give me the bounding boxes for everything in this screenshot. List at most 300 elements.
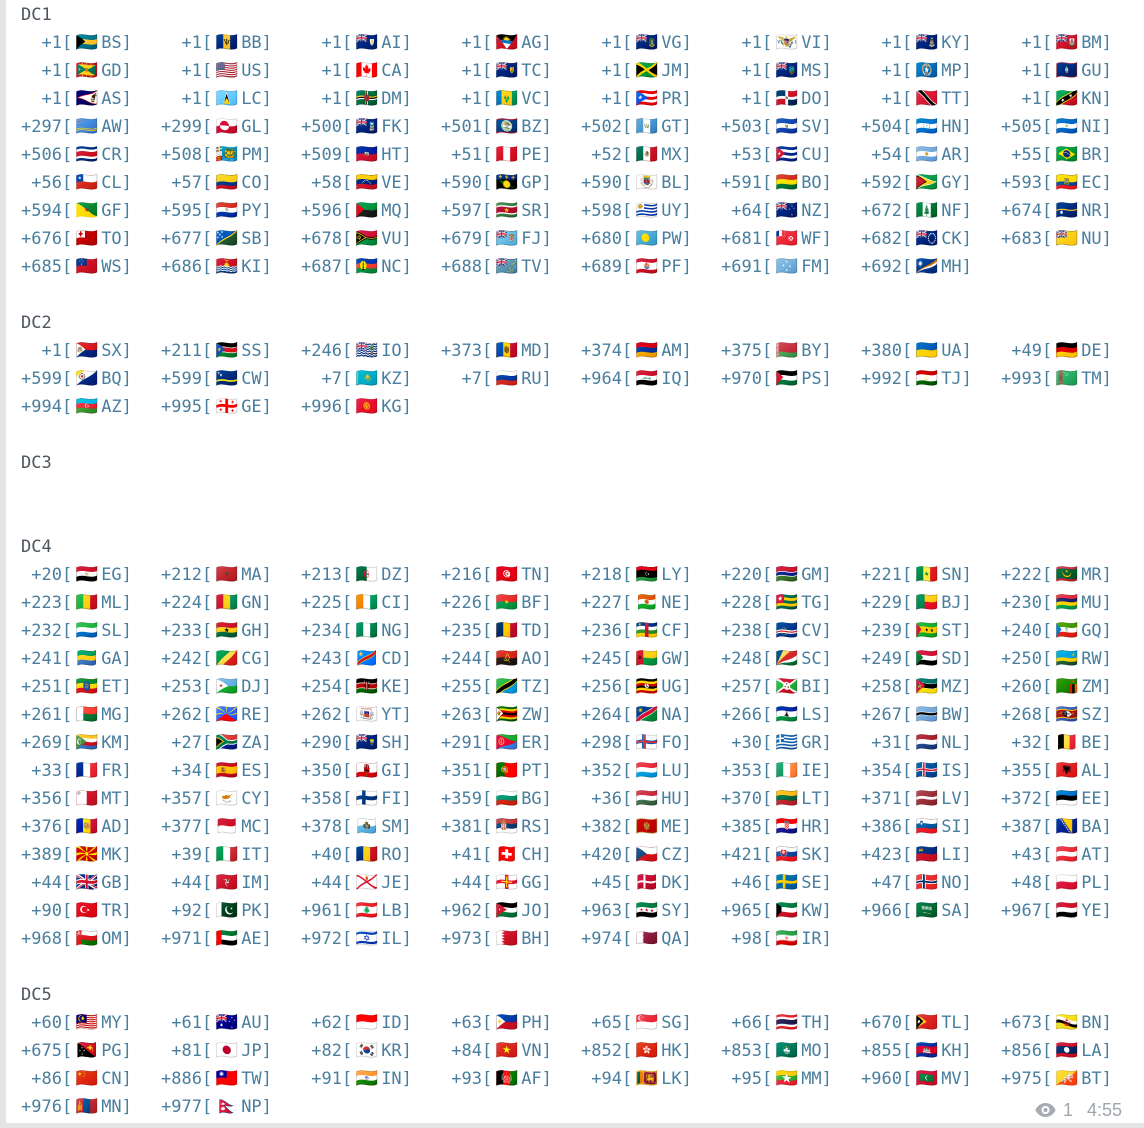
- open-bracket: [: [201, 789, 213, 809]
- country-entry: [721, 253, 861, 281]
- flag-icon: 🇧🇷: [1055, 144, 1078, 165]
- close-bracket: ]: [121, 397, 132, 417]
- country-code: CW: [241, 369, 262, 389]
- dial-code: +44: [311, 873, 342, 893]
- country-entry: [581, 925, 721, 953]
- close-bracket: ]: [681, 173, 692, 193]
- dial-code: +688: [441, 257, 482, 277]
- open-bracket: [: [901, 229, 913, 249]
- section-title-dc4: DC4: [21, 537, 52, 557]
- open-bracket: [: [621, 733, 633, 753]
- country-code: DO: [801, 89, 822, 109]
- country-entry: [301, 1037, 441, 1065]
- dial-code: +685: [21, 257, 62, 277]
- open-bracket: [: [61, 677, 73, 697]
- country-entry: [581, 141, 721, 169]
- dial-code: +370: [721, 789, 762, 809]
- country-entry: [1001, 869, 1141, 897]
- country-code: AO: [521, 649, 542, 669]
- country-code: PY: [241, 201, 262, 221]
- country-code: PL: [1081, 873, 1102, 893]
- flag-icon: 🇬🇪: [215, 396, 238, 417]
- close-bracket: ]: [261, 117, 272, 137]
- country-entry: [721, 813, 861, 841]
- open-bracket: [: [761, 677, 773, 697]
- country-entry: [861, 561, 1001, 589]
- country-code: ZA: [241, 733, 262, 753]
- open-bracket: [: [341, 1013, 353, 1033]
- country-entry: [441, 169, 581, 197]
- flag-icon: 🇧🇧: [215, 32, 238, 53]
- country-code: DM: [381, 89, 402, 109]
- flag-icon: 🇵🇼: [635, 228, 658, 249]
- dial-code: +355: [1001, 761, 1042, 781]
- dial-code: +672: [861, 201, 902, 221]
- dial-code: +39: [171, 845, 202, 865]
- country-code: IM: [241, 873, 262, 893]
- country-code: RE: [241, 705, 262, 725]
- country-code: KZ: [381, 369, 402, 389]
- dial-code: +242: [161, 649, 202, 669]
- flag-icon: 🇸🇽: [75, 340, 98, 361]
- country-entry: [861, 813, 1001, 841]
- flag-icon: 🇰🇿: [355, 368, 378, 389]
- flag-icon: 🇰🇬: [355, 396, 378, 417]
- close-bracket: ]: [821, 229, 832, 249]
- open-bracket: [: [341, 173, 353, 193]
- close-bracket: ]: [261, 593, 272, 613]
- country-code: HR: [801, 817, 822, 837]
- country-entry: [721, 57, 861, 85]
- country-code: YE: [1081, 901, 1102, 921]
- close-bracket: ]: [121, 201, 132, 221]
- close-bracket: ]: [121, 173, 132, 193]
- close-bracket: ]: [401, 1069, 412, 1089]
- flag-icon: 🇫🇴: [635, 732, 658, 753]
- open-bracket: [: [901, 677, 913, 697]
- country-code: CN: [101, 1069, 122, 1089]
- country-code: BE: [1081, 733, 1102, 753]
- close-bracket: ]: [961, 369, 972, 389]
- open-bracket: [: [621, 341, 633, 361]
- country-code: LV: [941, 789, 962, 809]
- country-code: AR: [941, 145, 962, 165]
- country-code: DK: [661, 873, 682, 893]
- close-bracket: ]: [1101, 229, 1112, 249]
- open-bracket: [: [1041, 117, 1053, 137]
- open-bracket: [: [201, 1041, 213, 1061]
- close-bracket: ]: [821, 89, 832, 109]
- close-bracket: ]: [681, 61, 692, 81]
- country-entry: [441, 337, 581, 365]
- flag-icon: 🇻🇬: [635, 32, 658, 53]
- country-entry: [441, 1065, 581, 1093]
- country-entry: [161, 113, 301, 141]
- country-code: KN: [1081, 89, 1102, 109]
- flag-icon: 🇸🇰: [775, 844, 798, 865]
- country-code: PG: [101, 1041, 122, 1061]
- country-entry: [301, 729, 441, 757]
- country-code: GU: [1081, 61, 1102, 81]
- dial-code: +1: [1021, 33, 1042, 53]
- country-entry: [301, 225, 441, 253]
- dial-code: +678: [301, 229, 342, 249]
- open-bracket: [: [61, 201, 73, 221]
- country-entry: [441, 729, 581, 757]
- country-code: LI: [941, 845, 962, 865]
- country-entry: [721, 673, 861, 701]
- flag-icon: 🇯🇵: [215, 1040, 238, 1061]
- country-entry: [581, 813, 721, 841]
- close-bracket: ]: [1101, 201, 1112, 221]
- dial-code: +686: [161, 257, 202, 277]
- dial-code: +66: [731, 1013, 762, 1033]
- country-entry: [861, 1009, 1001, 1037]
- flag-icon: 🇧🇴: [775, 172, 798, 193]
- open-bracket: [: [201, 117, 213, 137]
- dial-code: +7: [461, 369, 482, 389]
- open-bracket: [: [1041, 369, 1053, 389]
- country-code: LU: [661, 761, 682, 781]
- dial-code: +220: [721, 565, 762, 585]
- flag-icon: 🇨🇮: [355, 592, 378, 613]
- dial-code: +45: [591, 873, 622, 893]
- dial-code: +420: [581, 845, 622, 865]
- country-code: IE: [801, 761, 822, 781]
- country-entry: [1001, 1065, 1141, 1093]
- flag-icon: 🇧🇮: [775, 676, 798, 697]
- open-bracket: [: [61, 565, 73, 585]
- country-code: GE: [241, 397, 262, 417]
- dial-code: +40: [311, 845, 342, 865]
- country-entry: [441, 1037, 581, 1065]
- country-code: MM: [801, 1069, 822, 1089]
- flag-icon: 🇵🇫: [635, 256, 658, 277]
- flag-icon: 🇳🇵: [215, 1096, 238, 1117]
- country-code: PE: [521, 145, 542, 165]
- dial-code: +255: [441, 677, 482, 697]
- country-entry: [161, 617, 301, 645]
- open-bracket: [: [901, 201, 913, 221]
- country-code: AM: [661, 341, 682, 361]
- close-bracket: ]: [401, 929, 412, 949]
- country-code: GB: [101, 873, 122, 893]
- dial-code: +27: [171, 733, 202, 753]
- section-title-dc2: DC2: [21, 313, 52, 333]
- dial-code: +996: [301, 397, 342, 417]
- open-bracket: [: [341, 397, 353, 417]
- entry-row: [21, 589, 1144, 617]
- close-bracket: ]: [121, 621, 132, 641]
- open-bracket: [: [621, 817, 633, 837]
- open-bracket: [: [341, 1041, 353, 1061]
- country-code: NU: [1081, 229, 1102, 249]
- open-bracket: [: [61, 1041, 73, 1061]
- open-bracket: [: [901, 173, 913, 193]
- country-entry: [301, 253, 441, 281]
- open-bracket: [: [901, 705, 913, 725]
- close-bracket: ]: [401, 621, 412, 641]
- flag-icon: 🇲🇨: [215, 816, 238, 837]
- open-bracket: [: [201, 145, 213, 165]
- close-bracket: ]: [401, 789, 412, 809]
- dial-code: +64: [731, 201, 762, 221]
- country-entry: [161, 365, 301, 393]
- country-entry: [861, 897, 1001, 925]
- close-bracket: ]: [541, 1069, 552, 1089]
- dial-code: +1: [181, 89, 202, 109]
- country-code: AE: [241, 929, 262, 949]
- close-bracket: ]: [681, 817, 692, 837]
- country-entry: [1001, 757, 1141, 785]
- close-bracket: ]: [1101, 33, 1112, 53]
- close-bracket: ]: [541, 873, 552, 893]
- flag-icon: 🇧🇲: [1055, 32, 1078, 53]
- close-bracket: ]: [961, 649, 972, 669]
- dial-code: +7: [321, 369, 342, 389]
- close-bracket: ]: [541, 817, 552, 837]
- flag-icon: 🇿🇼: [495, 704, 518, 725]
- flag-icon: 🇰🇾: [915, 32, 938, 53]
- dial-code: +856: [1001, 1041, 1042, 1061]
- dial-code: +973: [441, 929, 482, 949]
- flag-icon: 🇻🇳: [495, 1040, 518, 1061]
- close-bracket: ]: [541, 117, 552, 137]
- country-entry: [21, 141, 161, 169]
- open-bracket: [: [1041, 565, 1053, 585]
- close-bracket: ]: [821, 705, 832, 725]
- country-code: KR: [381, 1041, 402, 1061]
- country-code: TR: [101, 901, 122, 921]
- country-code: VU: [381, 229, 402, 249]
- flag-icon: 🇲🇴: [775, 1040, 798, 1061]
- country-entry: [1001, 197, 1141, 225]
- country-entry: [21, 869, 161, 897]
- open-bracket: [: [481, 677, 493, 697]
- country-code: FI: [381, 789, 402, 809]
- dial-code: +682: [861, 229, 902, 249]
- country-entry: [581, 869, 721, 897]
- country-code: BQ: [101, 369, 122, 389]
- dial-code: +992: [861, 369, 902, 389]
- open-bracket: [: [1041, 1013, 1053, 1033]
- flag-icon: 🇮🇸: [915, 760, 938, 781]
- country-entry: [21, 841, 161, 869]
- flag-icon: 🇲🇦: [215, 564, 238, 585]
- close-bracket: ]: [961, 117, 972, 137]
- close-bracket: ]: [121, 873, 132, 893]
- dial-code: +249: [861, 649, 902, 669]
- open-bracket: [: [341, 649, 353, 669]
- country-code: LC: [241, 89, 262, 109]
- country-code: IO: [381, 341, 402, 361]
- message-time: 4:55: [1086, 1100, 1122, 1120]
- open-bracket: [: [201, 229, 213, 249]
- dial-code: +1: [461, 33, 482, 53]
- close-bracket: ]: [961, 229, 972, 249]
- flag-icon: 🇪🇨: [1055, 172, 1078, 193]
- dial-code: +674: [1001, 201, 1042, 221]
- flag-icon: 🇩🇯: [215, 676, 238, 697]
- dial-code: +375: [721, 341, 762, 361]
- dial-code: +421: [721, 845, 762, 865]
- dial-code: +975: [1001, 1069, 1042, 1089]
- country-entry: [861, 141, 1001, 169]
- open-bracket: [: [761, 845, 773, 865]
- dial-code: +1: [321, 33, 342, 53]
- country-code: PR: [661, 89, 682, 109]
- flag-icon: 🇷🇺: [495, 368, 518, 389]
- close-bracket: ]: [1101, 789, 1112, 809]
- country-entry: [301, 925, 441, 953]
- country-entry: [301, 813, 441, 841]
- close-bracket: ]: [961, 677, 972, 697]
- country-entry: [441, 813, 581, 841]
- country-entry: [581, 841, 721, 869]
- close-bracket: ]: [821, 677, 832, 697]
- close-bracket: ]: [1101, 733, 1112, 753]
- dial-code: +48: [1011, 873, 1042, 893]
- close-bracket: ]: [961, 257, 972, 277]
- country-entry: [721, 365, 861, 393]
- flag-icon: 🇧🇾: [775, 340, 798, 361]
- open-bracket: [: [761, 61, 773, 81]
- country-entry: [721, 645, 861, 673]
- country-entry: [441, 841, 581, 869]
- country-code: MO: [801, 1041, 822, 1061]
- flag-icon: 🇧🇹: [1055, 1068, 1078, 1089]
- dial-code: +248: [721, 649, 762, 669]
- country-code: MY: [101, 1013, 122, 1033]
- close-bracket: ]: [121, 733, 132, 753]
- close-bracket: ]: [261, 397, 272, 417]
- country-entry: [581, 169, 721, 197]
- close-bracket: ]: [541, 341, 552, 361]
- dial-code: +372: [1001, 789, 1042, 809]
- open-bracket: [: [621, 761, 633, 781]
- country-code: RW: [1081, 649, 1102, 669]
- dial-code: +51: [451, 145, 482, 165]
- open-bracket: [: [901, 817, 913, 837]
- country-code: BS: [101, 33, 122, 53]
- flag-icon: 🇪🇪: [1055, 788, 1078, 809]
- entry-row: [21, 365, 1144, 393]
- dial-code: +266: [721, 705, 762, 725]
- dial-code: +376: [21, 817, 62, 837]
- country-entry: [441, 57, 581, 85]
- country-code: TN: [521, 565, 542, 585]
- flag-icon: 🇨🇳: [75, 1068, 98, 1089]
- country-entry: [721, 617, 861, 645]
- country-entry: [581, 897, 721, 925]
- country-code: MD: [521, 341, 542, 361]
- country-code: TT: [941, 89, 962, 109]
- flag-icon: 🇹🇿: [495, 676, 518, 697]
- open-bracket: [: [481, 817, 493, 837]
- open-bracket: [: [201, 1069, 213, 1089]
- flag-icon: 🇬🇬: [495, 872, 518, 893]
- country-entry: [161, 29, 301, 57]
- flag-icon: 🇧🇯: [915, 592, 938, 613]
- country-entry: [301, 85, 441, 113]
- open-bracket: [: [761, 229, 773, 249]
- country-entry: [301, 841, 441, 869]
- close-bracket: ]: [121, 677, 132, 697]
- country-code: VC: [521, 89, 542, 109]
- dial-code: +852: [581, 1041, 622, 1061]
- open-bracket: [: [621, 201, 633, 221]
- country-code: MU: [1081, 593, 1102, 613]
- flag-icon: 🇧🇼: [915, 704, 938, 725]
- flag-icon: 🇸🇨: [775, 648, 798, 669]
- country-entry: [161, 701, 301, 729]
- dial-code: +1: [741, 89, 762, 109]
- dial-code: +211: [161, 341, 202, 361]
- flag-icon: 🇲🇾: [75, 1012, 98, 1033]
- dial-code: +250: [1001, 649, 1042, 669]
- flag-icon: 🇩🇲: [355, 88, 378, 109]
- dial-code: +290: [301, 733, 342, 753]
- country-entry: [301, 785, 441, 813]
- country-entry: [1001, 785, 1141, 813]
- dial-code: +46: [731, 873, 762, 893]
- flag-icon: 🇷🇼: [1055, 648, 1078, 669]
- close-bracket: ]: [1101, 173, 1112, 193]
- country-code: RO: [381, 845, 402, 865]
- country-entry: [441, 29, 581, 57]
- open-bracket: [: [1041, 621, 1053, 641]
- country-code: TC: [521, 61, 542, 81]
- dial-code: +55: [1011, 145, 1042, 165]
- dial-code: +676: [21, 229, 62, 249]
- dial-code: +264: [581, 705, 622, 725]
- close-bracket: ]: [261, 229, 272, 249]
- flag-icon: 🇸🇹: [915, 620, 938, 641]
- dial-code: +594: [21, 201, 62, 221]
- close-bracket: ]: [121, 33, 132, 53]
- country-entry: [21, 85, 161, 113]
- dial-code: +504: [861, 117, 902, 137]
- dial-code: +687: [301, 257, 342, 277]
- flag-icon: 🇦🇷: [915, 144, 938, 165]
- close-bracket: ]: [681, 733, 692, 753]
- close-bracket: ]: [961, 33, 972, 53]
- close-bracket: ]: [1101, 901, 1112, 921]
- country-code: GH: [241, 621, 262, 641]
- dial-code: +353: [721, 761, 762, 781]
- flag-icon: 🇹🇩: [495, 620, 518, 641]
- close-bracket: ]: [121, 229, 132, 249]
- country-code: AI: [381, 33, 402, 53]
- country-code: OM: [101, 929, 122, 949]
- country-entry: [721, 729, 861, 757]
- dial-code: +350: [301, 761, 342, 781]
- open-bracket: [: [341, 1069, 353, 1089]
- entry-row: [21, 169, 1144, 197]
- country-entry: [441, 1009, 581, 1037]
- flag-icon: 🇲🇪: [635, 816, 658, 837]
- country-code: NR: [1081, 201, 1102, 221]
- dial-code: +590: [441, 173, 482, 193]
- close-bracket: ]: [1101, 677, 1112, 697]
- dial-code: +43: [1011, 845, 1042, 865]
- close-bracket: ]: [121, 565, 132, 585]
- dial-code: +506: [21, 145, 62, 165]
- flag-icon: 🇲🇳: [75, 1096, 98, 1117]
- country-code: BY: [801, 341, 822, 361]
- country-entry: [1001, 225, 1141, 253]
- country-code: ST: [941, 621, 962, 641]
